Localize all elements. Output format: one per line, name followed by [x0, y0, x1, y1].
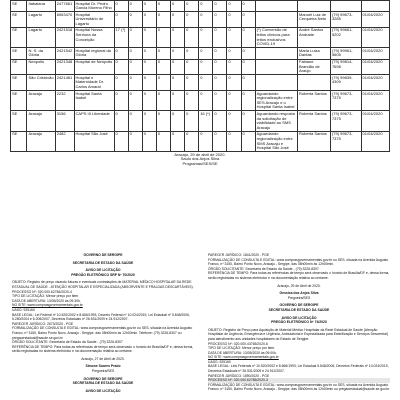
estabelecimento-cell: Hospital São José — [74, 131, 114, 151]
count-cell: 0 — [241, 27, 255, 47]
count-cell: 0 — [142, 91, 156, 111]
count-cell: 0 — [241, 75, 255, 91]
count-cell: 0 — [199, 1, 213, 12]
signer-role-1: Pregoeira/SES — [287, 295, 311, 300]
count-cell: 0 — [128, 111, 142, 131]
count-cell: 0 — [114, 131, 128, 151]
count-cell: 0 — [156, 12, 170, 28]
signer-name-1: Gessica dos Anjos Silva — [279, 291, 319, 296]
telefone-cell: (79) 99961-5605 — [330, 48, 361, 59]
count-cell: 0 — [241, 131, 255, 151]
parecer-text-2: PARECER JURÍDICO: 1890/2020 - PGE — [208, 373, 270, 378]
processo-text-r: PROCESSO Nº: 020.000.43765/2020-6 — [208, 341, 268, 346]
table-note — [11, 152, 390, 167]
count-cell: 0 — [156, 59, 170, 75]
telefone-cell — [330, 1, 361, 12]
responsavel-cell: Roberta Santos — [298, 131, 331, 151]
count-cell: 0 — [199, 131, 213, 151]
count-cell: 0 — [227, 1, 241, 12]
count-cell: 0 — [199, 75, 213, 91]
count-cell: 0 — [227, 48, 241, 59]
count-cell: 0 — [185, 1, 199, 12]
orgao-text-1: ÓRGÃO SOLICITANTE: Secretaria de Estado da Saúde - (79) 3226-8307 — [208, 266, 319, 271]
count-cell: 0 — [185, 12, 199, 28]
comentario-cell: Aguardando resposta da solicitação de viabilidade ao SMS Aracaju — [255, 111, 297, 131]
count-cell: 0 — [114, 48, 128, 59]
cnes-cell: 2482 — [55, 131, 74, 151]
comentario-cell — [255, 75, 297, 91]
comentario-cell — [255, 59, 297, 75]
referencia-text-1: REFERÊNCIA DE TEMPO: Para todas as referências de tempo será observado o horário de Brasília/DF e, dessa forma, serão registradas no sistema eletrônico e na documentação relativa ao certame. — [208, 271, 390, 280]
count-cell: 0 — [142, 59, 156, 75]
municipio-cell: Aracaju — [27, 91, 55, 111]
count-cell: 0 — [213, 75, 227, 91]
count-cell: 0 — [241, 111, 255, 131]
telefone-cell: (79) 99673-7375 — [330, 91, 361, 111]
uf-cell: SE — [11, 59, 27, 75]
data-cell: 01/04/2020 — [361, 27, 389, 47]
count-cell: 0 — [114, 75, 128, 91]
count-cell: 0 — [185, 91, 199, 111]
formalizacao-text-1: FORMALIZAÇÃO DE CONSULTA E EDITAL: www.comprasgovernamentais.gov.br ou SES, situada na Avenida Augusto Franco, nº 3150, Bairro Ponto Novo, Aracaju - Sergipe, das 08h00min às 12h00min. — [208, 257, 389, 267]
count-cell: 0 — [156, 48, 170, 59]
count-cell: 0 — [199, 48, 213, 59]
count-cell: 0 — [170, 27, 184, 47]
responsavel-cell: Maria Luiza Dantas — [298, 48, 331, 59]
count-cell: 0 — [227, 59, 241, 75]
base-text-r: BASE LEGAL: Leis Federais nº 10.520/2002 e 8.666/1993, Lei Estadual 5.848/2006, Decretos Federais nº 10.024/2019, Decretos Estaduais nº 26.531/2009 e 24.912/2007. — [208, 364, 389, 374]
leitos-table — [10, 0, 390, 167]
right-column — [208, 253, 390, 392]
count-cell: 0 — [142, 111, 156, 131]
cnes-cell: 2477661 — [55, 1, 74, 12]
count-cell: 0 — [142, 131, 156, 151]
cnes-cell: 2232 — [55, 91, 74, 111]
cnes-cell: 3156 — [55, 111, 74, 131]
formalizacao-text-2: FORMALIZAÇÃO DE CONSULTA E EDITAL: www.comprasgovernamentais.gov.br ou SES, situada na Avenida Augusto Franco, nº 3150, Bairro Ponto Novo, Aracaju - Sergipe, das 08h00min às 12h00min ou pregaoestadual@saude.se.gov.br — [208, 382, 390, 392]
count-cell: 0 — [170, 48, 184, 59]
table-signer: Saulo dos Anjos Silva — [180, 156, 220, 162]
count-cell: 0 — [185, 59, 199, 75]
uasg-text: UASG: 925160 — [12, 307, 35, 312]
cnes-cell: 6063470 — [55, 12, 74, 28]
sec-title-r: SECRETARIA DE ESTADO DA SAÚDE — [268, 307, 330, 312]
signer-role: Pregoeira/SES — [91, 369, 115, 374]
comentario-cell — [255, 1, 297, 12]
responsavel-cell — [298, 75, 331, 91]
comentario-cell — [255, 48, 297, 59]
count-cell: 0 — [156, 131, 170, 151]
processo-text-2: PROCESSO Nº: 020.000.62785/2020-3 — [208, 378, 390, 383]
estabelecimento-cell: Hospital e Maternidade Dr. Carlos Amaral — [74, 75, 114, 91]
sec-title: SECRETARIA DE ESTADO DA SAÚDE — [72, 260, 134, 265]
cnes-cell: 2421461 — [55, 75, 74, 91]
gov-title-2: GOVERNO DE SERGIPE — [83, 376, 123, 381]
cnes-cell: 2421348 — [55, 59, 74, 75]
estabelecimento-cell: Hospital regional da Glória — [74, 48, 114, 59]
uf-cell: SE — [11, 75, 27, 91]
processo-text: PROCESSO Nº: 020.000.62784/2020-4 — [12, 289, 72, 294]
site-link[interactable]: NO SITE: www.comprasgovernamentais.gov.br — [12, 303, 83, 308]
cnes-cell: 2421518 — [55, 27, 74, 47]
aviso-title: AVISO DE LICITAÇÃO — [85, 268, 121, 273]
table-row — [11, 75, 390, 91]
municipio-cell: N. S. da Glória — [27, 48, 55, 59]
count-cell: 0 — [170, 59, 184, 75]
telefone-cell: (79) 99673-3285 — [330, 12, 361, 28]
count-cell: 0 — [114, 1, 128, 12]
count-cell: 0 — [128, 131, 142, 151]
site-link-r[interactable]: NO SITE: www.comprasgovernamentais.gov.br — [208, 355, 279, 360]
count-cell: 0 — [170, 91, 184, 111]
count-cell: 0 — [156, 75, 170, 91]
estabelecimento-cell: CAPS III Liberdade — [74, 111, 114, 131]
signer-name: Simone Soares Prado — [85, 364, 121, 369]
aviso-title-2: AVISO DE LICITAÇÃO — [85, 388, 121, 393]
count-cell: 0 — [213, 48, 227, 59]
parecer-text: PARECER JURÍDICO: 2673/2020 - PGE — [12, 321, 74, 326]
pregao-title-r: PREGÃO ELETRÔNICO Nº 74/2020 — [271, 320, 327, 325]
data-cell: 01/04/2020 — [361, 75, 389, 91]
count-cell: 0 — [199, 91, 213, 111]
count-cell: 0 — [170, 1, 184, 12]
table-row — [11, 27, 390, 47]
uf-cell: SE — [11, 48, 27, 59]
count-cell: 0 — [213, 59, 227, 75]
data-cell: 01/04/2020 — [361, 131, 389, 151]
table-row — [11, 12, 390, 28]
data-cell: 01/04/2020 — [361, 12, 389, 28]
count-cell: 0 — [128, 1, 142, 12]
responsavel-cell: Roberta Santos — [298, 91, 331, 111]
responsavel-cell — [298, 1, 331, 12]
data-cell: 01/04/2020 — [361, 48, 389, 59]
telefone-cell: (79) 99814-7698 — [330, 59, 361, 75]
count-cell: 0 — [114, 59, 128, 75]
count-cell: 0 — [213, 1, 227, 12]
count-cell: 0 — [241, 12, 255, 28]
count-cell: 0 — [213, 111, 227, 131]
gov-title-r: GOVERNO DE SERGIPE — [279, 303, 319, 308]
count-cell: 0 — [170, 111, 184, 131]
aviso-title-r: AVISO DE LICITAÇÃO — [281, 315, 317, 320]
uasg-text-r: UASG: 925160 — [208, 359, 231, 364]
sec-title-2: SECRETARIA DE ESTADO DA SAÚDE — [72, 381, 134, 386]
municipio-cell: São Cristóvão — [27, 75, 55, 91]
count-cell: 0 — [156, 27, 170, 47]
data-cell: 01/04/2020 — [361, 91, 389, 111]
left-column — [12, 253, 194, 393]
count-cell: 0 — [128, 12, 142, 28]
municipio-cell: Lagarto — [27, 12, 55, 28]
count-cell: 0 — [170, 12, 184, 28]
telefone-cell: (79) 99673-7375 — [330, 131, 361, 151]
count-cell: 0 — [142, 48, 156, 59]
date-text-1: Aracaju, 29 de Abril de 2020. — [277, 283, 321, 288]
municipio-cell: Aracaju — [27, 111, 55, 131]
uf-cell: SE — [11, 111, 27, 131]
count-cell: 0 — [142, 27, 156, 47]
count-cell: 0 — [128, 27, 142, 47]
table-row — [11, 59, 390, 75]
uf-cell: SE — [11, 91, 27, 111]
objeto-text: OBJETO: Registro de preço visando futuras e eventuais contratações de MATERIAL MÉDICO HOSPITALAR DA REDE ESTADUAL DE SAÚDE - ATENÇÃO HOSPITALAR E ESPECIALIZADA (ABSORVENTE E FRALDAS DESCARTÁVEIS). — [12, 280, 194, 289]
uf-cell: SE — [11, 27, 27, 47]
comentario-cell — [255, 12, 297, 28]
count-cell: 0 — [213, 27, 227, 47]
estabelecimento-cell: Hospital de Neópolis — [74, 59, 114, 75]
data-cell: 01/04/2020 — [361, 59, 389, 75]
telefone-cell: (79) 99839-4309 — [330, 75, 361, 91]
telefone-cell: (79) 99661-5202 — [330, 27, 361, 47]
responsavel-cell: Manoel Luiz de Cerqueira Neto — [298, 12, 331, 28]
count-cell: 0 — [213, 91, 227, 111]
telefone-cell: (79) 99673-7375 — [330, 111, 361, 131]
estabelecimento-cell: Hospital Nossa Senhora da Conceição — [74, 27, 114, 47]
uf-cell: SE — [11, 131, 27, 151]
abertura-text: DATA DE ABERTURA: 13/05/2020 às 09:30h. — [12, 298, 81, 303]
comentario-cell: (*) Conversão de leitos clínicos para leitos exclusivos COVID-19 — [255, 27, 297, 47]
municipio-cell: Neópolis — [27, 59, 55, 75]
count-cell: 0 — [156, 1, 170, 12]
count-cell: 0 — [128, 59, 142, 75]
uf-cell: SE — [11, 1, 27, 12]
responsavel-cell: Fabiane Brandão de Araújo — [298, 59, 331, 75]
count-cell: 0 — [185, 131, 199, 151]
uf-cell: SE — [11, 12, 27, 28]
table-row — [11, 111, 390, 131]
count-cell: 0 — [170, 75, 184, 91]
table-note: Aracaju, 29 de abril de 2020. — [174, 151, 226, 157]
referencia-text: REFERÊNCIA DE TEMPO: Para todas as referências de tempo será observado o horário de Brasília/DF e, dessa forma, serão registradas no sistema eletrônico e na documentação relativa ao certame. — [12, 344, 194, 354]
count-cell: 0 — [199, 59, 213, 75]
count-cell: 0 — [241, 59, 255, 75]
count-cell: 0 — [142, 1, 156, 12]
gov-title: GOVERNO DE SERGIPE — [83, 253, 123, 257]
tipo-text: TIPO DE LICITAÇÃO: Menor preço por item. — [12, 294, 80, 299]
estabelecimento-cell: Hospital Dr. Pedro Garcia Moreno Filho — [74, 1, 114, 12]
base-text: BASE LEGAL: Lei Federal nº 10.520/2002 e 8.666/1993, Decreto Federal nº 10.024/2019, Lei Estadual nº 5.848/2006, 5.280/2004 e 6.206/2007, Decretos Estaduais nº 26.531/2009 e 24.912/2007. — [12, 312, 190, 322]
data-cell — [361, 1, 389, 12]
count-cell: 0 — [185, 75, 199, 91]
abertura-text-r: DATA DE ABERTURA: 13/05/2020 às 09:00h. — [208, 350, 277, 355]
count-cell: 0 — [227, 27, 241, 47]
responsavel-cell: André Santos Andrade — [298, 27, 331, 47]
municipio-cell: Aracaju — [27, 131, 55, 151]
count-cell: 0 — [128, 48, 142, 59]
date-text: Aracaju, 27 de Abril de 2020. — [81, 356, 125, 361]
count-cell: 0 — [114, 12, 128, 28]
table-note-row — [11, 152, 390, 167]
count-cell: 0 — [227, 131, 241, 151]
notices-area — [12, 253, 390, 400]
count-cell: 0 — [241, 48, 255, 59]
count-cell: 0 — [156, 91, 170, 111]
count-cell: 0 — [185, 48, 199, 59]
count-cell: 0 — [185, 27, 199, 47]
tipo-text-r: TIPO DE LICITAÇÃO: Menor preço por item. — [208, 346, 276, 351]
comentario-cell: Aguardando regionalização entre SES Aracaju e o Hospital Santa Isabel — [255, 91, 297, 111]
count-cell: 0 — [227, 91, 241, 111]
count-cell: 0 — [114, 111, 128, 131]
table-row — [11, 131, 390, 151]
count-cell: 0 — [227, 75, 241, 91]
estabelecimento-cell: Hospital Universitário de Lagarto — [74, 12, 114, 28]
municipio-cell: Itabaiana — [27, 1, 55, 12]
count-cell: 0 — [199, 27, 213, 47]
count-cell: 0 — [156, 111, 170, 131]
table-signer-role: Programas/SES/SE — [182, 160, 218, 166]
count-cell: 0 — [199, 12, 213, 28]
count-cell: 0 — [170, 131, 184, 151]
formalizacao-text: FORMALIZAÇÃO DE CONSULTA E EDITAL: www.comprasgovernamentais.gov.br ou SES, situada na Avenida Augusto Franco, nº 3150, Bairro Ponto Novo, Aracaju - Sergipe, das 08h00min às 12h00min. Telefone: (79) 3226-8307 ou pregaoestadual@saude.se.gov.br — [12, 326, 193, 340]
count-cell: 0 — [241, 91, 255, 111]
count-cell: 0 — [213, 12, 227, 28]
responsavel-cell: Roberta Santos — [298, 111, 331, 131]
count-cell: 16 (*) — [199, 111, 213, 131]
count-cell: 0 — [128, 91, 142, 111]
count-cell: 17 (*) — [114, 27, 128, 47]
count-cell: 0 — [227, 12, 241, 28]
count-cell: 0 — [128, 75, 142, 91]
count-cell: 0 — [185, 111, 199, 131]
objeto-text-r: OBJETO: Registro de Preço para Aquisição de Material Médico Hospitalar da Rede Estadual de Saúde (Atenção Hospitalar de Urgência, Emergência e Urgência, Ambulatorial e Especializada para Esterilização e Serviços Descentral) para atendimento aos unidades hospitalares do Estado de Sergipe. — [208, 327, 388, 341]
cnes-cell: 2421542 — [55, 48, 74, 59]
table-row — [11, 48, 390, 59]
count-cell: 0 — [241, 1, 255, 12]
count-cell: 0 — [142, 12, 156, 28]
table-row — [11, 1, 390, 12]
data-cell: 01/04/2020 — [361, 111, 389, 131]
orgao-text: ÓRGÃO SOLICITANTE: Secretaria de Estado da Saúde - (79) 3226-8307 — [12, 340, 123, 345]
estabelecimento-cell: Hospital Santa Isabel — [74, 91, 114, 111]
parecer-text-1: PARECER JURÍDICO: 1841/2020 - PGE — [208, 253, 270, 257]
count-cell: 0 — [114, 91, 128, 111]
comentario-cell: Aguardando regionalização entre SMS Aracaju e Hospital São José — [255, 131, 297, 151]
count-cell: 0 — [142, 75, 156, 91]
count-cell: 0 — [227, 111, 241, 131]
table-row — [11, 91, 390, 111]
municipio-cell: Lagarto — [27, 27, 55, 47]
count-cell: 0 — [213, 131, 227, 151]
pregao-title: PREGÃO ELETRÔNICO SRP Nº 70/2020 — [71, 272, 135, 277]
